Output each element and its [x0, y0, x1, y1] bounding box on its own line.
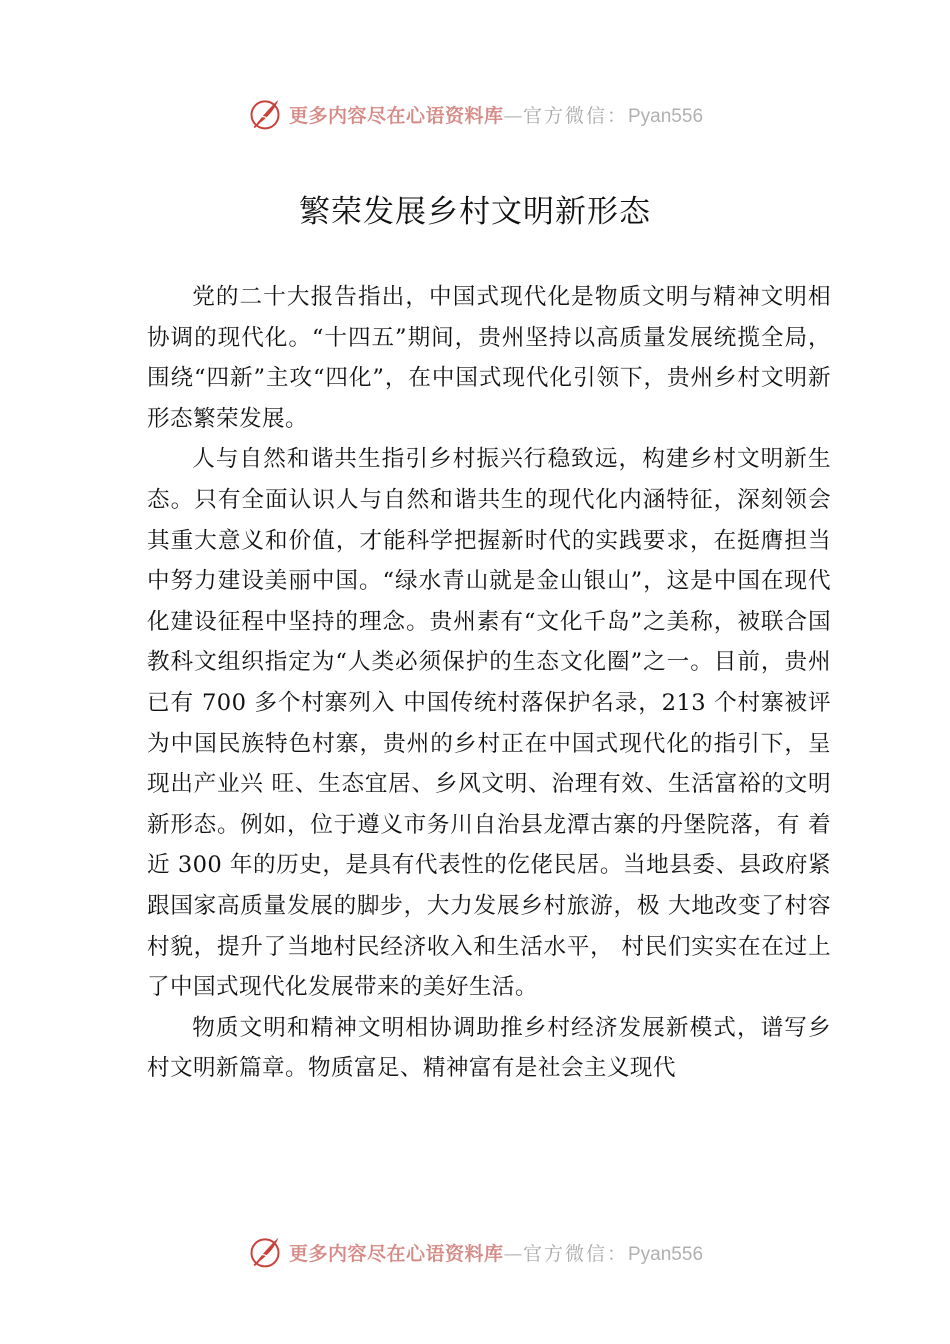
watermark-dash: —: [503, 1242, 523, 1265]
document-body: [147, 277, 831, 1089]
footer-watermark: [0, 1232, 950, 1272]
paragraph: 党的二十大报告指出，中国式现代化是物质文明与精神文明相协调的现代化。“十四五”期间，贵州坚持以高质量发展统揽全局，围绕“四新”主攻“四化”，在中国式现代化引领下，贵州乡村文明新形态繁荣发展。: [147, 284, 831, 432]
quill-logo-icon: [247, 96, 283, 132]
watermark-sub-text: 官方微信：: [522, 1242, 628, 1265]
header-watermark: [0, 94, 950, 134]
watermark-text: [289, 1239, 703, 1266]
paragraph: 物质文明和精神文明相协调助推乡村经济发展新模式，谱写乡村文明新篇章。物质富足、精神富有是社会主义现代: [147, 1014, 831, 1082]
watermark-main-text: 更多内容尽在心语资料库: [288, 104, 504, 127]
watermark-wechat-id: Pyan556: [628, 105, 704, 127]
watermark-text: [289, 101, 703, 128]
paragraph: 人与自然和谐共生指引乡村振兴行稳致远，构建乡村文明新生态。只有全面认识人与自然和谐共生的现代化内涵特征，深刻领会其重大意义和价值，才能科学把握新时代的实践要求，在挺膺担当中努力建设美丽中国。“绿水青山就是金山银山”，这是中国在现代化建设征程中坚持的理念。贵州素有“文化千岛”之美称，被联合国教科文组织指定为“人类必须保护的生态文化圈”之一。目前，贵州已有 700 多个村寨列入 中国传统村落保护名录，213 个村寨被评为中国民族特色村寨，贵州的乡村正在中国式现代化的指引下，呈现出产业兴 旺、生态宜居、乡风文明、治理有效、生活富裕的文明新形态。例如，位于遵义市务川自治县龙潭古寨的丹堡院落，有 着近 300 年的历史，是具有代表性的仡佬民居。当地县委、县政府紧跟国家高质量发展的脚步，大力发展乡村旅游，极 大地改变了村容村貌，提升了当地村民经济收入和生活水平， 村民们实实在在过上了中国式现代化发展带来的美好生活。: [147, 446, 831, 1001]
watermark-sub-text: 官方微信：: [522, 104, 628, 127]
watermark-dash: —: [503, 104, 523, 127]
watermark-wechat-id: Pyan556: [628, 1243, 704, 1265]
document-title: 繁荣发展乡村文明新形态: [299, 194, 651, 230]
quill-logo-icon: [247, 1234, 283, 1270]
watermark-main-text: 更多内容尽在心语资料库: [288, 1242, 504, 1265]
